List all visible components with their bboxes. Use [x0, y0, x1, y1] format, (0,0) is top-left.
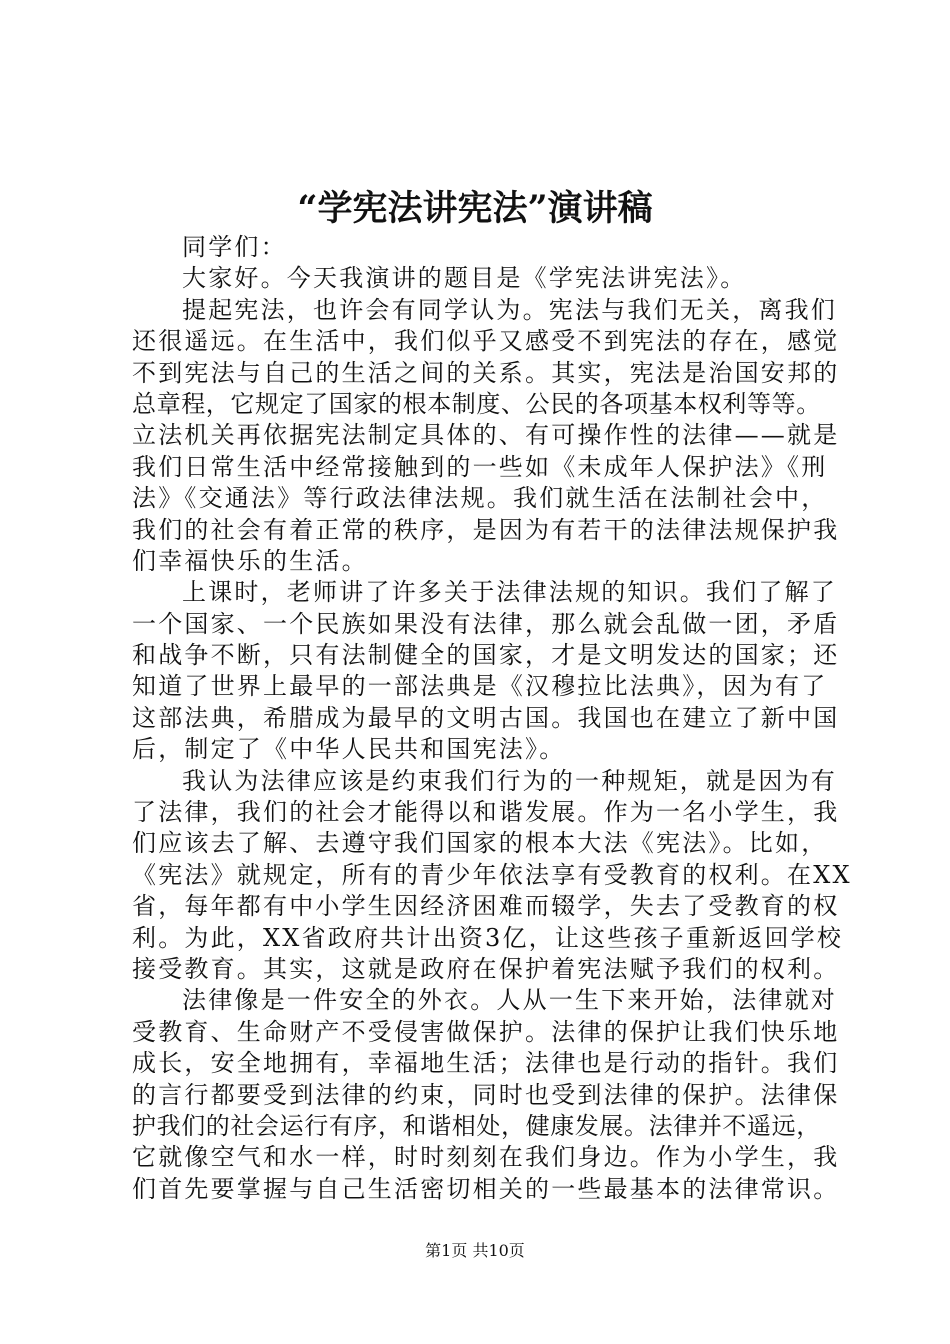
salutation-line: 同学们： [182, 233, 287, 261]
paragraph-line: 还很遥远。在生活中，我们似乎又感受不到宪法的存在，感觉 [132, 327, 840, 356]
document-body [132, 232, 854, 1205]
paragraph-line: 我们日常生活中经常接触到的一些如《未成年人保护法》《刑 [132, 452, 828, 481]
paragraph-line: 成长，安全地拥有，幸福地生活；法律也是行动的指针。我们 [132, 1049, 840, 1078]
paragraph-line: 上课时，老师讲了许多关于法律法规的知识。我们了解了 [182, 578, 837, 607]
paragraph-line: 法》《交通法》等行政法律法规。我们就生活在法制社会中， [132, 484, 828, 513]
paragraph-line: 《宪法》就规定，所有的青少年依法享有受教育的权利。在XX [132, 860, 852, 889]
paragraph-line: 知道了世界上最早的一部法典是《汉穆拉比法典》，因为有了 [132, 672, 828, 701]
paragraph-line: 大家好。今天我演讲的题目是《学宪法讲宪法》。 [182, 264, 747, 293]
paragraph-line: 们首先要掌握与自己生活密切相关的一些最基本的法律常识。 [132, 1174, 840, 1203]
paragraph-line: 后，制定了《中华人民共和国宪法》。 [132, 735, 566, 764]
paragraph-line: 我认为法律应该是约束我们行为的一种规矩，就是因为有 [182, 766, 837, 795]
paragraph-line: 受教育、生命财产不受侵害做保护。法律的保护让我们快乐地 [132, 1017, 840, 1046]
paragraph-line: 提起宪法，也许会有同学认为。宪法与我们无关，离我们 [182, 295, 837, 324]
paragraph-line: 法律像是一件安全的外衣。人从一生下来开始，法律就对 [182, 986, 837, 1015]
paragraph-line: 总章程，它规定了国家的根本制度、公民的各项基本权利等等。 [132, 389, 821, 418]
paragraph-line: 和战争不断，只有法制健全的国家，才是文明发达的国家；还 [132, 641, 840, 670]
paragraph-line: 一个国家、一个民族如果没有法律，那么就会乱做一团，矛盾 [132, 609, 840, 638]
paragraph-line: 这部法典，希腊成为最早的文明古国。我国也在建立了新中国 [132, 703, 840, 732]
paragraph-line: 不到宪法与自己的生活之间的关系。其实，宪法是治国安邦的 [132, 358, 840, 387]
paragraph-line: 接受教育。其实，这就是政府在保护着宪法赋予我们的权利。 [132, 954, 840, 983]
paragraph-line: 立法机关再依据宪法制定具体的、有可操作性的法律——就是 [132, 421, 840, 450]
paragraph-line: 们应该去了解、去遵守我们国家的根本大法《宪法》。比如， [132, 829, 828, 858]
paragraph-line: 的言行都要受到法律的约束，同时也受到法律的保护。法律保 [132, 1080, 840, 1109]
paragraph-line: 我们的社会有着正常的秩序，是因为有若干的法律法规保护我 [132, 515, 840, 544]
paragraph-line: 利。为此，XX省政府共计出资3亿，让这些孩子重新返回学校 [132, 923, 844, 952]
document-title: “学宪法讲宪法”演讲稿 [297, 188, 653, 229]
paragraph-line: 们幸福快乐的生活。 [132, 546, 368, 575]
paragraph-line: 护我们的社会运行有序，和谐相处，健康发展。法律并不遥远， [132, 1111, 821, 1140]
page-number-footer: 第1页 共10页 [425, 1241, 525, 1260]
paragraph-line: 它就像空气和水一样，时时刻刻在我们身边。作为小学生，我 [132, 1143, 840, 1172]
paragraph-line: 省，每年都有中小学生因经济困难而辍学，失去了受教育的权 [132, 892, 840, 921]
paragraph-line: 了法律，我们的社会才能得以和谐发展。作为一名小学生，我 [132, 798, 840, 827]
